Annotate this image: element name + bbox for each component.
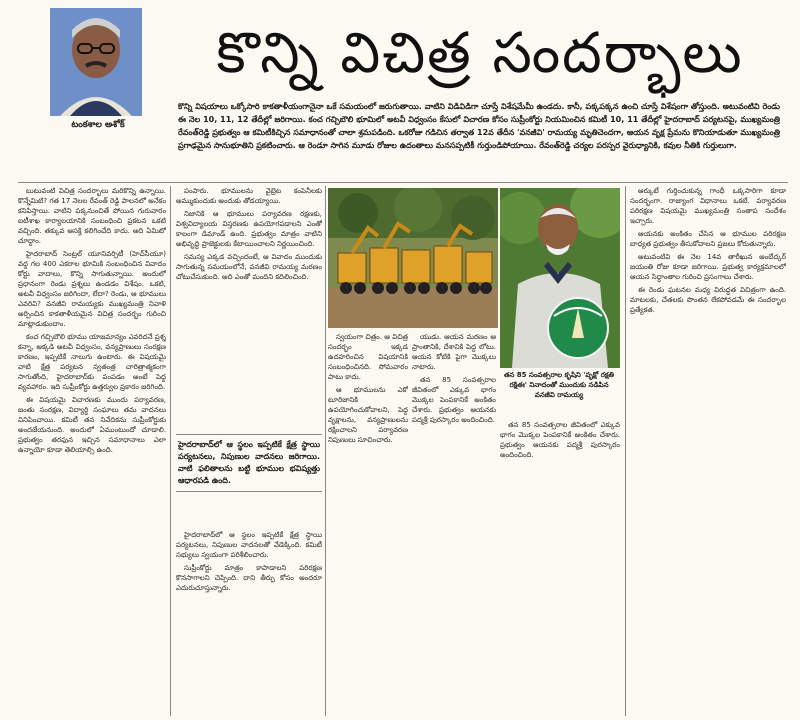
paragraph: ఆయనకు అంకితం చేసిన ఆ భూముల పరిరక్షణ బాధ్యత ప్రభుత్వం తీసుకోవాలని ప్రజలు కోరుతున్నారు.	[630, 230, 786, 248]
divider	[170, 186, 171, 716]
divider	[18, 182, 788, 183]
author-byline: టంకశాల అశోక్	[71, 120, 125, 130]
paragraph: ఈ రెండు ఘటనల మధ్య విరుద్ధత విచిత్రంగా ఉంది. మాటలకు, చేతలకు పొంతన లేకపోవడమే ఈ సందర్భాల ప్రత్యేకత.	[630, 286, 786, 314]
paragraph: ఆ భూములను ఎకో టూరిజానికి ఉపయోగించుకోవాలని, పెద్ద వృక్షాలను, వన్యప్రాణులను రక్షించాలని పర్యావరణ నిపుణులు సూచించారు.	[328, 386, 408, 444]
paragraph: బుటువంటి విచిత్ర సందర్భాలు మరికొన్ని ఉన్నాయి. కొన్నేమిటి? గత 17 నెలల రేవంత్ రెడ్డి పాలనలో అనేకం కనిపిస్తాయి. వాటిని పక్కనుంచితే పోయిన గురువారం ఐటీశాఖ కార్యాలయానికి సంబంధించి ప్రకటన ఒకటి వచ్చింది. తక్కువ ఆసక్తి కలిగించేది కాదు. అది ఏమిటో చూద్దాం.	[18, 187, 166, 245]
paragraph: నిజానికి ఆ భూములు పర్యావరణ రక్షణకు, విశ్వవిద్యాలయ విస్తరణకు ఉపయోగపడాలని ఎంతో కాలంగా డిమాండ్ ఉంది. ప్రభుత్వం మాత్రం వాటిని అభివృద్ధి ప్రాజెక్టులకు కేటాయించాలని నిర్ణయించింది.	[176, 210, 322, 248]
author-photo	[50, 8, 142, 116]
column-5b	[500, 420, 620, 716]
paragraph: స్వయంగా చిత్రం. ఆ విచిత్ర సందర్భం ఇక్కడ ఉదహరించిన విషయానికి సంబంధించినది. సోమవారం పాటు కాదు.	[328, 333, 408, 381]
pull-quote: హైదరాబాద్‌లో ఆ స్థలం ఇప్పటికే క్షేత్ర స్థాయి పర్యటనలు, నిపుణుల వాదనలు జరిగాయి. వాటి ఫలితాలను బట్టి భూముల భవిష్యత్తు ఆధారపడి ఉంది.	[176, 434, 322, 492]
photo-caption: తన 85 సంవత్సరాల కృషిని 'వృక్షో రక్షతి రక్షితః' నినాదంతో ముందుకు నడిపిన వనజీవి రామయ్య	[503, 371, 615, 399]
article-intro: కొన్ని విషయాలు ఒక్కోసారి కాకతాళీయంగానైనా ఒకే సమయంలో జరుగుతాయి. వాటిని విడివిడిగా చూస్తే విశేషమేమీ ఉండదు. కానీ, పక్కపక్కన ఉంచి చూస్తే విశేషంగా తోస్తుంది. అటువంటివి రెండు ఈ నెల 10, 11, 12 తేదీల్లో జరిగాయి. కంచ గచ్చిబౌలి భూమిలో అటవీ విధ్వంసం కేసులో విచారణ కోసం సుప్రీంకోర్టు నియమించిన కమిటీ 10, 11 తేదీల్లో హైదరాబాద్ పర్యటనపై, ముఖ్యమంత్రి రేవంత్‌రెడ్డి ప్రభుత్వం ఆ కమిటీకిచ్చిన సమాధానంతో చాలా శ్రమపడింది. ఒకరోజు గడిచిన తర్వాత 12వ తేదీన 'వనజీవి' రామయ్య మృతిచెందగా, ఆయన వృక్ష ప్రేమను కొనియాడుతూ ముఖ్యమంత్రి ప్రగాఢమైన సానుభూతిని ప్రకటించారు. ఆ రెండూ సాగిన మూడు రోజుల ఉదంతాలు మనసప్పటికీ గుర్తుండిపోయాయి. రేవంత్‌రెడ్డి చర్యల పరస్పర వైరుధ్యానికి, కవుల నీతికి గుర్తులుగా.	[178, 102, 780, 150]
column-2	[176, 186, 322, 426]
paragraph: తన 85 సంవత్సరాల జీవితంలో ఎక్కువ భాగం మొక్కల పెంపకానికే అంకితం చేశారు. ప్రభుత్వం ఆయనకు పద్మశ్రీ పురస్కారం అందించింది.	[500, 421, 620, 459]
column-1	[18, 186, 166, 716]
paragraph: సుప్రీంకోర్టు మాత్రం కాపాడాలని పరిరక్షణ కొనసాగాలని చెప్పింది. దాని తీర్పు కోసం అందరూ ఎదురుచూస్తున్నారు.	[176, 564, 322, 592]
paragraph: యుడు. ఆయన మరణం ఆ ప్రాంతానికి, దేశానికి పెద్ద లోటు. ఆయన కోటికి పైగా మొక్కలు నాటారు.	[412, 333, 496, 371]
article-headline: కొన్ని విచిత్ర సందర్భాలు	[216, 21, 744, 86]
column-4	[328, 332, 408, 716]
divider	[325, 186, 326, 716]
bulldozers-photo	[328, 188, 498, 328]
vanajeevi-photo	[500, 188, 620, 368]
column-6	[630, 186, 786, 716]
paragraph: ఆర్కుటే గుర్తించుకున్న గాంధీ ఒక్కసారిగా కూడా సందర్భంగా. రాజ్యాంగ విధానాలు ఒకటే. పర్యావరణ పరిరక్షణ విషయమై ముఖ్యమంత్రి సంతాప సందేశం ఇచ్చారు.	[630, 187, 786, 225]
column-5	[412, 332, 496, 716]
paragraph: పంపారు. భూములను వైబ్రెట కంపెనీలకు అమ్ముకుందుకు అందుకు తోడయ్యాయి.	[176, 187, 322, 205]
divider	[625, 186, 626, 716]
paragraph: సమస్య ఎక్కడ వచ్చిందంటే, ఆ వివాదం ముందుకు సాగుతున్న సమయంలోనే, వనజీవి రామయ్య మరణం చోటుచేసుకుంది. అది ఎంతో మందిని కదిలించింది.	[176, 253, 322, 281]
paragraph: హైదరాబాద్‌లో ఆ స్థలం ఇప్పటికే క్షేత్ర స్థాయి పర్యటనలు, నిపుణుల వాదనలతో వేడెక్కింది. కమిటీ సభ్యులు స్వయంగా పరిశీలించారు.	[176, 531, 322, 559]
column-3	[176, 530, 322, 716]
paragraph: కంచ గచ్చిబౌలి భూము యాజమాన్యం ఎవరిదనే ప్రశ్న కన్నా, అక్కడి అటవీ విధ్వంసం, వన్యప్రాణులు సంరక్షణ కారణం, ఇప్పటికే నాలుగు ఉంటారు. ఈ విషయమై వాటి క్షేత్ర పర్యటన స్వతంత్ర చారిత్రాత్మకంగా సాగుతోంది, హైదరాబాద్‌కు పంపడం అంటే పెద్ద వ్యవహారం. ఇది సుప్రీంకోర్టు ఉత్తర్వుల ప్రకారం జరిగింది.	[18, 333, 166, 391]
paragraph: హైదరాబాద్ సెంట్రల్ యూనివర్సిటీ (హెచ్‌సీయూ) వద్ద గల 400 ఎకరాల భూమికి సంబంధించిన వివాదం కోర్టు వాదాలు, కొన్ని సాగుతున్నాయి. అందులో ప్రధానంగా రెండు ప్రశ్నలు ఉండడం విశేషం. ఒకటి, అటవీ విధ్వంసం జరిగిందా, లేదా? రెండు, ఆ భూములు ఎవరివి? వనజీవి రామయ్యకు ముఖ్యమంత్రి నివాళి అర్పించిన కాకతాళీయమైన విచిత్ర సందర్భం గురించి మాట్లాడుకుందాం.	[18, 250, 166, 328]
paragraph: అటువంటివి ఈ నెల 14వ తారీఖున అంబేద్కర్ జయంతి రోజు కూడా జరిగాయి. ప్రభుత్వ కార్యక్రమాలలో ఆయన సిద్ధాంతాల గురించి ప్రసంగాలు చేశారు.	[630, 253, 786, 281]
paragraph: తన 85 సంవత్సరాల జీవితంలో ఎక్కువ భాగం మొక్కల పెంపకానికే అంకితం చేశారు. ప్రభుత్వం ఆయనకు పద్మశ్రీ పురస్కారం అందించింది.	[412, 376, 496, 424]
paragraph: ఈ విషయమై విచారణకు ముందు పర్యావరణ, జంతు సంరక్షణ, విద్యార్థి సంఘాలు తమ వాదనలు వినిపించాయి. కమిటీ తన నివేదికను సుప్రీంకోర్టుకు అందజేయనుంది. అందులో ఏముంటుందో చూడాలి. ప్రభుత్వం తరఫున ఇచ్చిన సమాధానాలు ఎలా ఉన్నాయో కూడా తెలియాల్సి ఉంది.	[18, 396, 166, 454]
